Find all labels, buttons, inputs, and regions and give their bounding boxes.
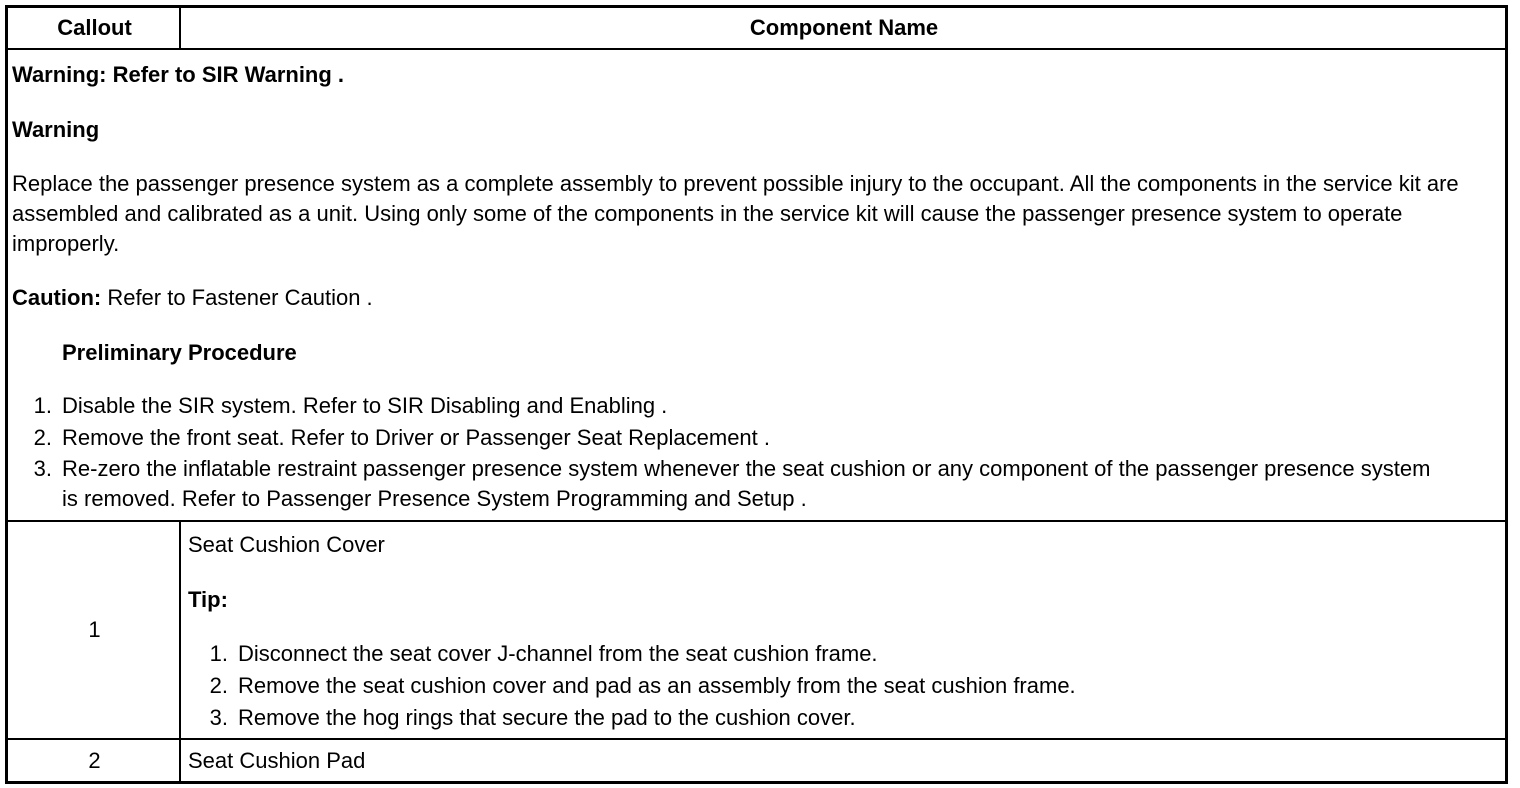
warning-title: Warning (12, 117, 100, 142)
table-row (8, 522, 1505, 738)
component-table (5, 5, 1508, 784)
table-row (8, 740, 1505, 781)
component-name: Seat Cushion Pad (188, 747, 366, 773)
caution-text: Refer to Fastener Caution . (101, 285, 373, 310)
procedure-steps (12, 390, 1501, 514)
intro-row (8, 50, 1505, 520)
list-item: 3. Remove the hog rings that secure the pad to the cushion cover. (209, 705, 856, 730)
procedure-title: Preliminary Procedure (62, 340, 297, 365)
component-cell (183, 522, 1505, 738)
component-name: Seat Cushion Cover (188, 532, 385, 557)
list-item: 2. Remove the seat cushion cover and pad as an assembly from the seat cushion frame. (209, 673, 1076, 698)
callout-number: 2 (88, 747, 101, 773)
list-item: 3. Re-zero the inflatable restraint passenger presence system whenever the seat cushion or any component of the passenger presence system is removed. Refer to Passenger Presence System Programming and Setup . (33, 456, 1431, 511)
list-item: 2. Remove the front seat. Refer to Driver or Passenger Seat Replacement . (33, 425, 770, 450)
tip-label: Tip: (188, 587, 228, 612)
warning-text: Replace the passenger presence system as a complete assembly to prevent possible injury to the occupant. All the components in the service kit are assembled and calibrated as a unit. Using only some of the components in the service kit will cause the passenger presence system to operate improperly. (12, 171, 1459, 256)
list-item: 1. Disconnect the seat cover J-channel from the seat cushion frame. (209, 641, 878, 666)
caution-label: Caution: (12, 285, 102, 310)
warning-line: Warning: Refer to SIR Warning . (12, 62, 345, 87)
component-name-header: Component Name (749, 15, 939, 40)
callout-number: 1 (88, 617, 101, 642)
callout-header: Callout (57, 15, 132, 40)
header-divider (179, 8, 181, 48)
list-item: 1. Disable the SIR system. Refer to SIR Disabling and Enabling . (33, 393, 668, 418)
header-row (8, 8, 1505, 48)
tip-steps (188, 638, 1505, 734)
